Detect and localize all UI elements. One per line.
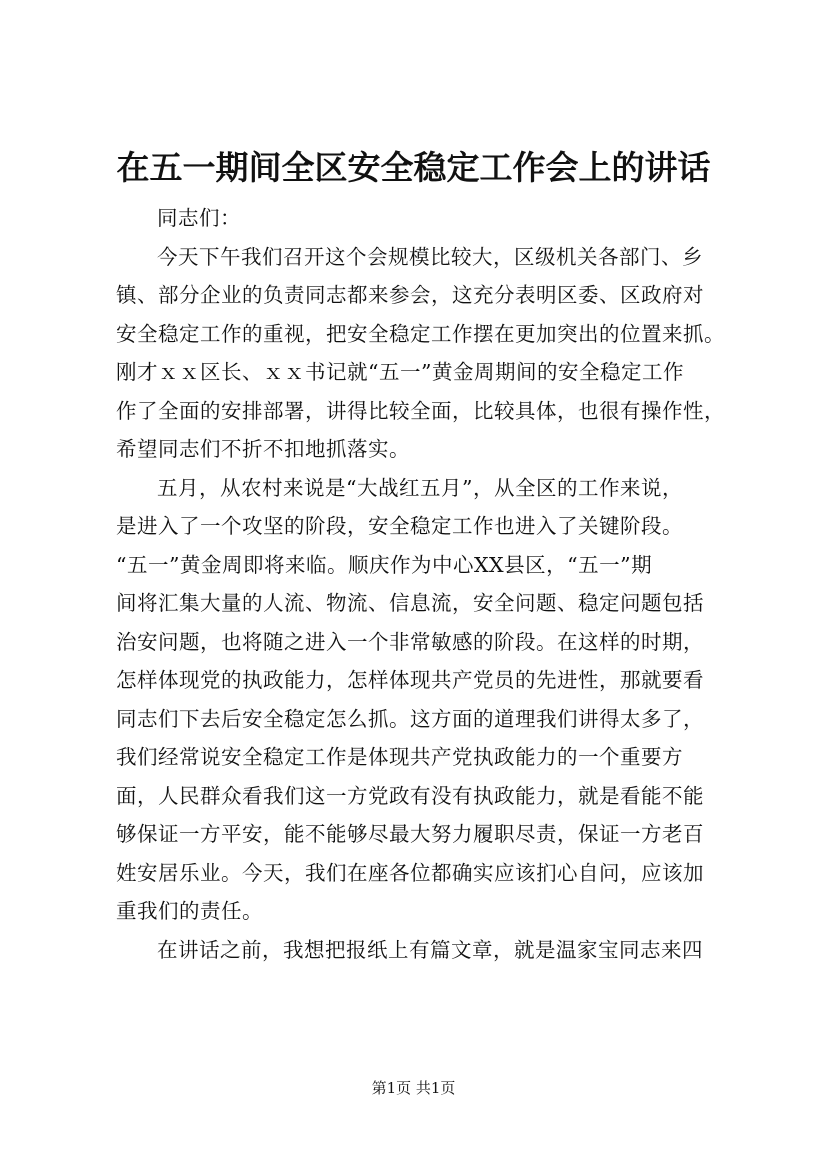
body-line: 同志们下去后安全稳定怎么抓。这方面的道理我们讲得太多了， — [116, 706, 704, 731]
document-title: 在五一期间全区安全稳定工作会上的讲话 — [116, 148, 711, 187]
body-line: 在讲话之前，我想把报纸上有篇文章，就是温家宝同志来四 — [157, 937, 703, 962]
body-line: 希望同志们不折不扣地抓落实。 — [116, 437, 410, 461]
body-line: 治安问题，也将随之进入一个非常敏感的阶段。在这样的时期， — [116, 629, 704, 654]
body-line: 重我们的责任。 — [116, 899, 263, 923]
page-footer: 第1页 共1页 — [371, 1079, 456, 1097]
body-line: 间将汇集大量的人流、物流、信息流，安全问题、稳定问题包括 — [116, 591, 704, 615]
body-line: 面，人民群众看我们这一方党政有没有执政能力，就是看能不能 — [116, 783, 704, 808]
body-line: 我们经常说安全稳定工作是体现共产党执政能力的一个重要方 — [116, 745, 683, 769]
body-line: “五一”黄金周即将来临。顺庆作为中心XX县区，“五一”期 — [116, 552, 653, 577]
body-line: 今天下午我们召开这个会规模比较大，区级机关各部门、乡 — [157, 244, 703, 269]
body-line: 五月，从农村来说是“大战红五月”，从全区的工作来说， — [157, 475, 683, 500]
body-line: 怎样体现党的执政能力，怎样体现共产党员的先进性，那就要看 — [116, 668, 704, 692]
body-line: 姓安居乐业。今天，我们在座各位都确实应该扪心自问，应该加 — [116, 860, 704, 885]
body-line: 同志们： — [157, 206, 241, 230]
body-line: 安全稳定工作的重视，把安全稳定工作摆在更加突出的位置来抓。 — [116, 321, 725, 346]
body-line: 是进入了一个攻坚的阶段，安全稳定工作也进入了关键阶段。 — [116, 514, 683, 538]
body-line: 作了全面的安排部署，讲得比较全面，比较具体，也很有操作性， — [116, 398, 725, 423]
document-body — [116, 199, 725, 969]
body-line: 刚才ｘｘ区长、ｘｘ书记就“五一”黄金周期间的安全稳定工作 — [116, 360, 684, 384]
body-line: 够保证一方平安，能不能够尽最大努力履职尽责，保证一方老百 — [116, 822, 704, 846]
body-line: 镇、部分企业的负责同志都来参会，这充分表明区委、区政府对 — [116, 283, 704, 307]
